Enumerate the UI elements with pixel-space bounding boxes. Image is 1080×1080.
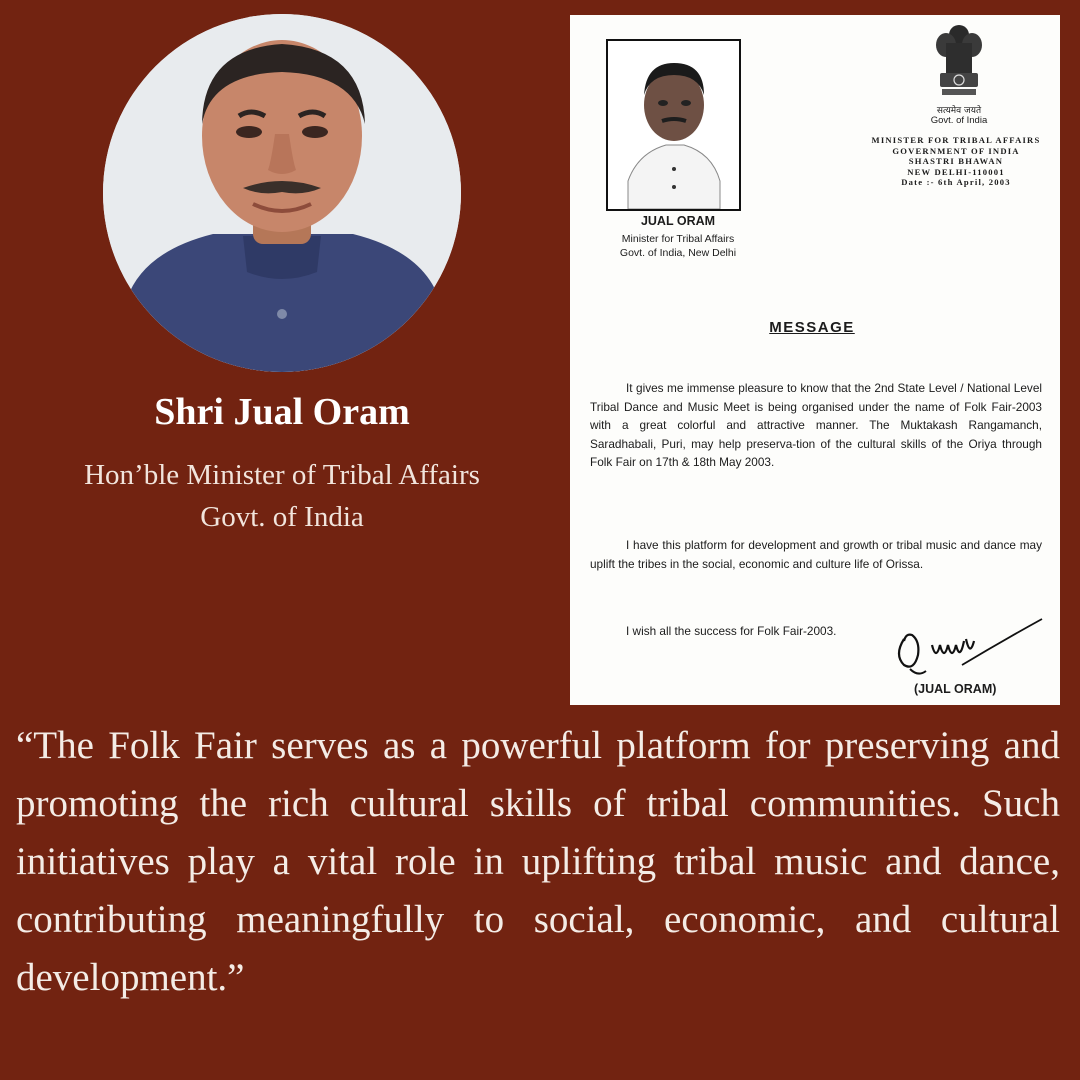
message-paragraph-text: It gives me immense pleasure to know that the 2nd State Level / National Level Tribal Dance and Music Meet is being organised under the name of Folk Fair-2003 with a great colorful and attractive manner. The Muktakash Rangamanch, Saradhabali, Puri, may help preserva-tion of the cultural skills of the Oriya through Folk Fair on 17th & 18th May 2003. — [590, 381, 1042, 469]
quote-text: “The Folk Fair serves as a powerful platform for preserving and promoting the rich cultural skills of tribal communities. Such initiatives play a vital role in uplifting tribal music and dance, contributing meaningfully to social, economic, and cultural development.” — [16, 724, 1060, 999]
signature-name: (JUAL ORAM) — [914, 682, 997, 696]
office-line: NEW DELHI-110001 — [907, 166, 1005, 177]
message-paragraph — [590, 379, 1042, 472]
handwritten-signature — [892, 611, 1048, 681]
office-address — [866, 135, 1046, 188]
sender-title: Minister for Tribal Affairs — [621, 233, 735, 245]
letter-date: Date :- 6th April, 2003 — [901, 177, 1011, 187]
national-emblem-icon — [932, 21, 986, 105]
message-heading: MESSAGE — [769, 319, 855, 336]
sender-org: Govt. of India, New Delhi — [619, 247, 737, 259]
sender-name: JUAL ORAM — [640, 214, 716, 228]
message-paragraph-text: I have this platform for development and growth or tribal music and dance may uplift the tribes in the social, economic and culture life of Orissa. — [590, 538, 1042, 571]
emblem-govt-label: Govt. of India — [930, 115, 988, 126]
message-closing-text: I wish all the success for Folk Fair-2003. — [626, 624, 837, 638]
office-line: GOVERNMENT OF INDIA — [892, 145, 1020, 156]
message-letter — [570, 15, 1060, 705]
minister-portrait — [103, 14, 461, 372]
office-line: MINISTER FOR TRIBAL AFFAIRS — [871, 135, 1041, 145]
minister-name: Shri Jual Oram — [154, 391, 410, 433]
office-line: SHASTRI BHAWAN — [908, 156, 1004, 166]
letter-photo — [606, 39, 741, 211]
emblem-motto: सत्यमेव जयते — [936, 106, 982, 116]
minister-designation: Hon’ble Minister of Tribal Affairs Govt. of India — [84, 459, 480, 533]
message-paragraph — [590, 536, 1042, 573]
